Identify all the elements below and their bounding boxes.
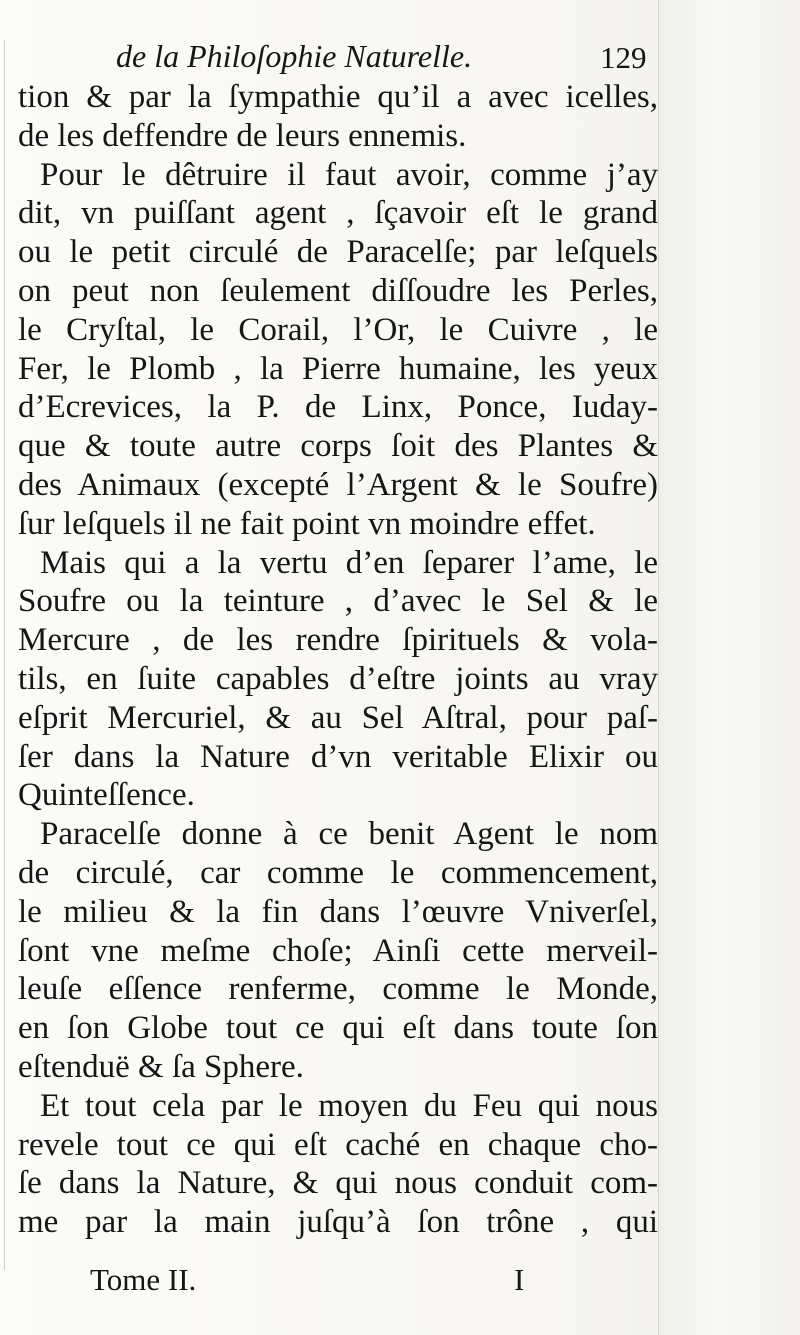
text-line: ſur leſquels il ne fait point vn moindre effet.: [18, 505, 596, 542]
text-line: leuſe eſſence renferme, comme le Monde,: [18, 971, 658, 1008]
text-line: le milieu & la fin dans l’œuvre Vniverſel,: [18, 893, 658, 930]
text-line: eſtenduë & ſa Sphere.: [18, 1048, 304, 1085]
text-line: de les deffendre de leurs ennemis.: [18, 117, 467, 154]
page-footer: [18, 1262, 658, 1312]
body-text: [18, 78, 658, 1242]
text-line: dit, vn puiſſant agent , ſçavoir eſt le grand: [18, 195, 658, 232]
text-line: tils, en ſuite capables d’eſtre joints au vray: [18, 660, 658, 697]
volume-mark: Tome II.: [90, 1262, 197, 1297]
text-line: des Animaux (excepté l’Argent & le Soufre): [18, 466, 658, 503]
page-number: 129: [600, 40, 647, 75]
text-line: ſer dans la Nature d’vn veritable Elixir ou: [18, 738, 658, 775]
page-edge-shadow: [4, 40, 5, 1270]
text-line: d’Ecrevices, la P. de Linx, Ponce, Iuday-: [18, 389, 658, 426]
text-line: Soufre ou la teinture , d’avec le Sel & le: [18, 583, 658, 620]
text-line: tion & par la ſympathie qu’il a avec icelles,: [18, 79, 658, 115]
gathering-signature: I: [514, 1262, 525, 1297]
text-line: Fer, le Plomb , la Pierre humaine, les yeux: [18, 350, 658, 387]
text-line: me par la main juſqu’à ſon trône , qui: [18, 1204, 658, 1241]
text-line: revele tout ce qui eſt caché en chaque cho-: [18, 1126, 658, 1163]
text-line: Mais qui a la vertu d’en ſeparer l’ame, le: [40, 544, 658, 581]
text-line: eſprit Mercuriel, & au Sel Aſtral, pour paſ-: [18, 699, 658, 736]
text-line: le Cryſtal, le Corail, l’Or, le Cuivre , le: [18, 311, 658, 348]
text-line: que & toute autre corps ſoit des Plantes &: [18, 428, 658, 465]
running-head: de la Philoſophie Naturelle.: [116, 38, 473, 74]
text-line: Paracelſe donne à ce benit Agent le nom: [40, 816, 658, 853]
text-line: Mercure , de les rendre ſpirituels & vola-: [18, 622, 658, 659]
text-line: de circulé, car comme le commencement,: [18, 854, 658, 891]
text-line: Quinteſſence.: [18, 777, 195, 814]
text-line: Et tout cela par le moyen du Feu qui nous: [40, 1087, 658, 1124]
text-line: Pour le dêtruire il faut avoir, comme j’ay: [40, 156, 658, 193]
text-line: ou le petit circulé de Paracelſe; par leſquels: [18, 234, 658, 271]
page-header: [18, 30, 658, 80]
text-line: en ſon Globe tout ce qui eſt dans toute ſon: [18, 1010, 658, 1047]
text-line: ſe dans la Nature, & qui nous conduit com-: [18, 1165, 658, 1202]
text-line: ſont vne meſme choſe; Ainſi cette merveil-: [18, 932, 658, 969]
page-gutter: [658, 0, 800, 1335]
text-line: on peut non ſeulement diſſoudre les Perles,: [18, 272, 658, 309]
